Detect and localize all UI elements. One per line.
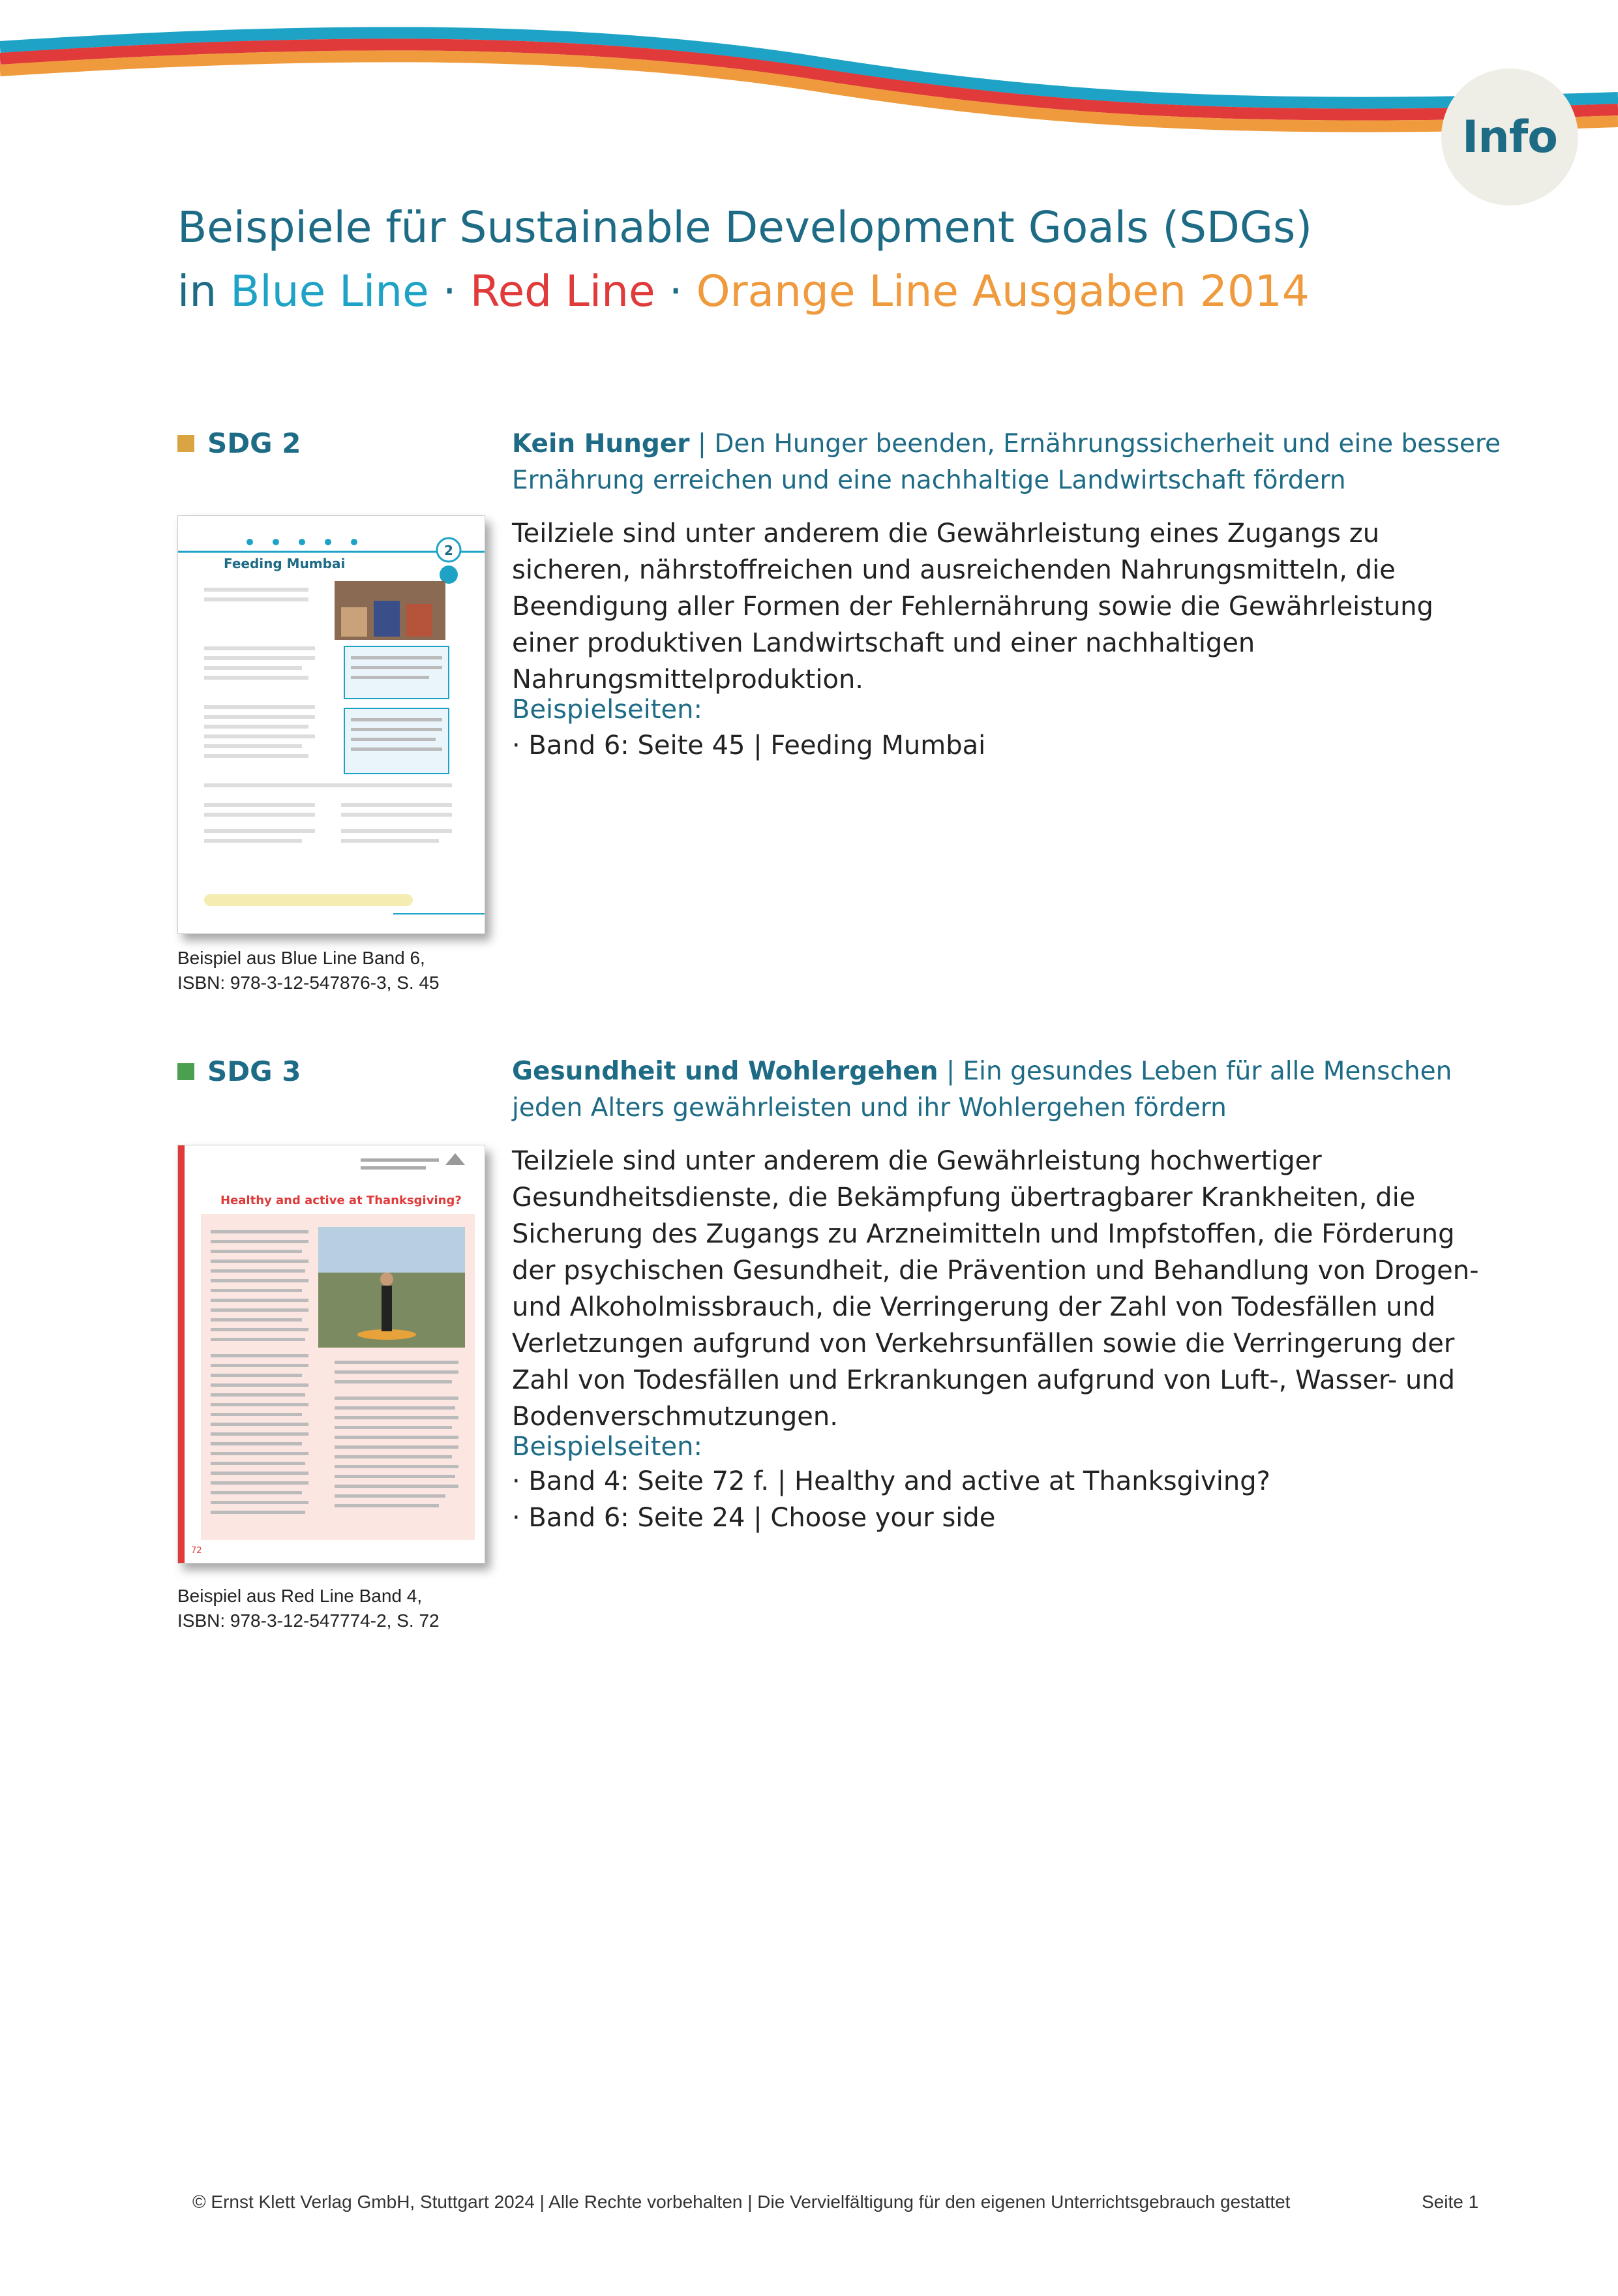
thumb-number: 2 <box>444 543 453 558</box>
sdg-3-example-item-2: · Band 6: Seite 24 | Choose your side <box>512 1503 996 1533</box>
sdg-2-color-square <box>177 435 194 452</box>
sdg-3-body: Teilziele sind unter anderem die Gewährleistung hochwertiger Gesundheitsdienste, die Bekämpfung übertragbarer Krankheiten, die Sicherung des Zugangs zu Arzneimitteln und Impfstoffen, die Förderung der psychischen Gesundheit, die Prävention und Behandlung von Drogen- und Alkoholmissbrauch, die Verringerung der Zahl von Todesfällen und Verletzungen aufgrund von Verkehrsunfällen sowie die Verringerung der Zahl von Todesfällen und Erkrankungen aufgrund von Luft-, Wasser- und Bodenverschmutzungen. <box>512 1146 1479 1432</box>
title-separator-2: · <box>655 266 697 316</box>
thumb-title-2: Healthy and active at Thanksgiving? <box>220 1194 462 1207</box>
sdg-2-label <box>177 427 301 459</box>
sdg-3-color-square <box>177 1063 194 1080</box>
title-in: in <box>177 266 231 316</box>
header-wave-decoration <box>0 0 1618 170</box>
sdg-2-example-item: · Band 6: Seite 45 | Feeding Mumbai <box>512 731 986 761</box>
info-badge-label: Info <box>1461 111 1557 163</box>
sdg-3-label-text: SDG 3 <box>207 1055 301 1087</box>
sdg-2-caption-line-2: ISBN: 978-3-12-547876-3, S. 45 <box>177 973 440 993</box>
sdg-2-body: Teilziele sind unter anderem die Gewährleistung eines Zugangs zu sicheren, nährstoffreichen und ausreichenden Nahrungsmitteln, die Beendigung aller Formen der Fehlernährung sowie die Gewährleistung einer produktiven Landwirtschaft und einer nachhaltigen Nahrungsmittelproduktion. <box>512 519 1433 695</box>
title-red-line: Red Line <box>470 266 655 316</box>
title-line-1: Beispiele für Sustainable Development Goals (SDGs) <box>177 202 1313 252</box>
footer-copyright: © Ernst Klett Verlag GmbH, Stuttgart 2024 | Alle Rechte vorbehalten | Die Vervielfältigung für den eigenen Unterrichtsgebrauch gestattet <box>192 2192 1291 2212</box>
sdg-2-page-thumbnail <box>177 515 485 934</box>
sdg-3-examples-title: Beispielseiten: <box>512 1432 702 1462</box>
page-title <box>177 196 1312 324</box>
sdg-2-label-text: SDG 2 <box>207 427 301 459</box>
footer-page-number: Seite 1 <box>1422 2192 1479 2212</box>
title-line-2 <box>177 260 1312 324</box>
feeding-mumbai-page-image <box>178 516 485 933</box>
thumb-title: Feeding Mumbai <box>224 556 346 571</box>
info-badge <box>1441 68 1578 205</box>
sdg-3-heading-bold: Gesundheit und Wohlergehen <box>512 1057 938 1086</box>
sdg-2-heading-bold: Kein Hunger <box>512 429 690 459</box>
sdg-3-example-item-1: · Band 4: Seite 72 f. | Healthy and active at Thanksgiving? <box>512 1466 1270 1496</box>
sdg-3-heading <box>512 1053 1523 1126</box>
title-blue-line: Blue Line <box>230 266 429 316</box>
sdg-3-page-thumbnail <box>177 1145 485 1563</box>
sdg-3-caption-line-1: Beispiel aus Red Line Band 4, <box>177 1586 423 1606</box>
title-orange-line: Orange Line Ausgaben 2014 <box>696 266 1310 316</box>
thumb-page-number-2: 72 <box>191 1546 202 1556</box>
sdg-2-caption-line-1: Beispiel aus Blue Line Band 6, <box>177 948 425 968</box>
sdg-2-examples-title: Beispielseiten: <box>512 695 702 725</box>
sdg-3-caption-line-2: ISBN: 978-3-12-547774-2, S. 72 <box>177 1610 440 1631</box>
thanksgiving-page-image <box>178 1145 485 1563</box>
title-separator-1: · <box>428 266 470 316</box>
sdg-2-heading-rest: | Den Hunger beenden, Ernährungssicherheit und eine bessere Ernährung erreichen und eine nachhaltige Landwirtschaft fördern <box>512 429 1501 495</box>
sdg-2-caption <box>177 946 440 995</box>
sdg-3-label <box>177 1055 301 1087</box>
sdg-2-heading <box>512 426 1523 499</box>
sdg-3-caption <box>177 1584 440 1633</box>
sdg-3-heading-rest: | Ein gesundes Leben für alle Menschen jeden Alters gewährleisten und ihr Wohlergehen fördern <box>512 1057 1452 1123</box>
